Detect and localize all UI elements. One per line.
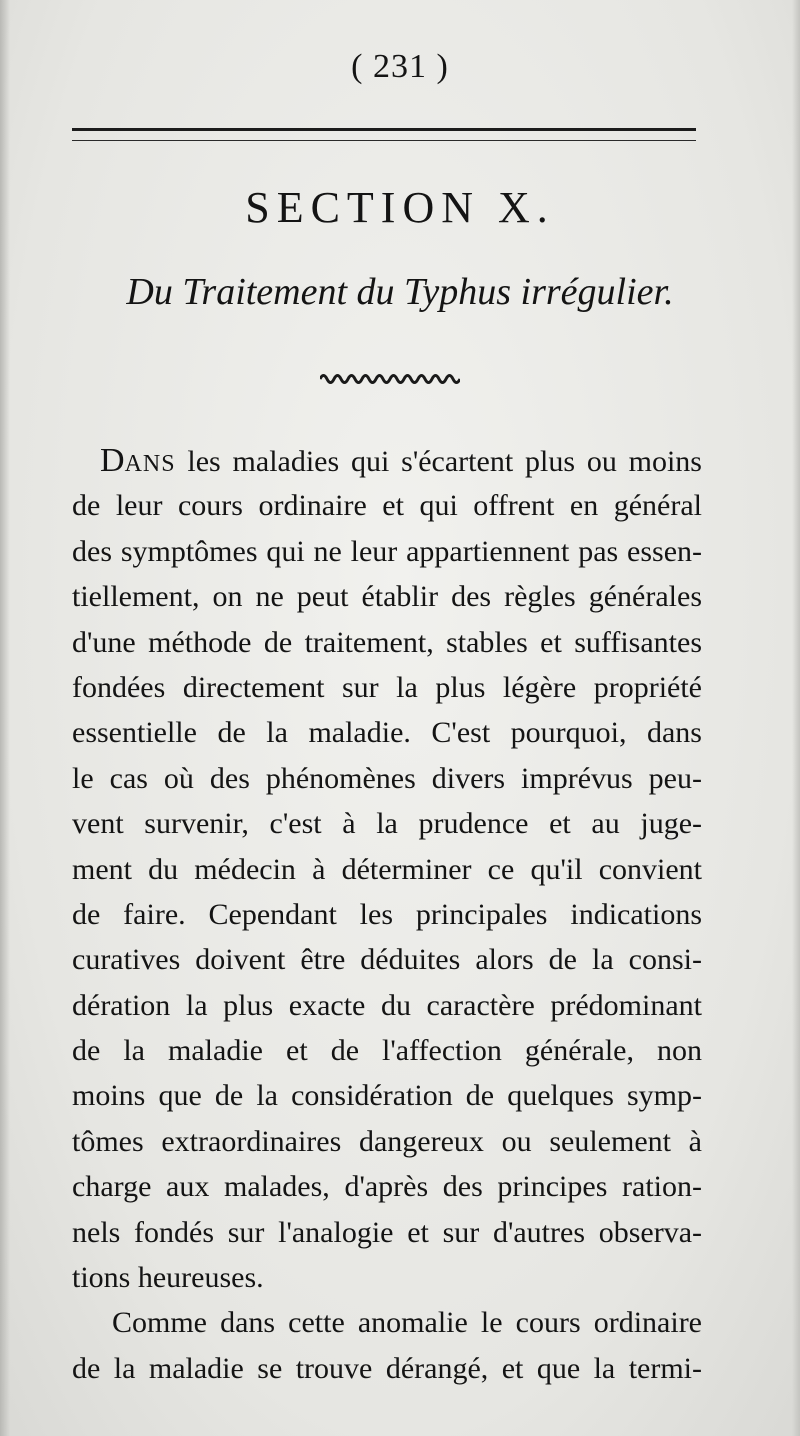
header-rule: [72, 128, 696, 131]
text-line: vent survenir, c'est à la prudence et au juge-: [72, 807, 702, 841]
text-line: fondées directement sur la plus légère propriété: [72, 670, 702, 704]
text-line: dération la plus exacte du caractère prédominant: [72, 988, 702, 1022]
text-line: tômes extraordinaires dangereux ou seulement à: [72, 1124, 702, 1158]
text-line: d'une méthode de traitement, stables et suffisantes: [72, 625, 702, 659]
text-line: de leur cours ordinaire et qui offrent en général: [72, 489, 702, 523]
drop-initial: D: [100, 442, 125, 479]
small-caps-word: ANS: [124, 451, 176, 477]
text-line: charge aux malades, d'après des principes ration-: [72, 1170, 702, 1204]
section-title: SECTION X.: [245, 183, 555, 232]
text-line: de la maladie se trouve dérangé, et que la termi-: [72, 1351, 702, 1385]
text-line: Comme dans cette anomalie le cours ordinaire: [112, 1306, 702, 1340]
paragraph-1-line-1: [72, 438, 702, 483]
header-rule-thin: [72, 140, 696, 141]
text-line: curatives doivent être déduites alors de la consi-: [72, 943, 702, 977]
text-line: moins que de la considération de quelques symp-: [72, 1079, 702, 1113]
text-line: tiellement, on ne peut établir des règles générales: [72, 580, 702, 614]
section-subtitle: Du Traitement du Typhus irrégulier.: [126, 271, 674, 313]
text-line: tions heureuses.: [72, 1261, 264, 1295]
page-number: ( 231 ): [351, 48, 449, 85]
text-line: essentielle de la maladie. C'est pourquoi, dans: [72, 716, 702, 750]
wavy-ornament-icon: [320, 372, 460, 386]
text-line: ment du médecin à déterminer ce qu'il convient: [72, 852, 702, 886]
text-line: de la maladie et de l'affection générale, non: [72, 1034, 702, 1068]
text-line: le cas où des phénomènes divers imprévus peu-: [72, 761, 702, 795]
text-line: de faire. Cependant les principales indications: [72, 897, 702, 931]
text-line: nels fondés sur l'analogie et sur d'autres observa-: [72, 1215, 702, 1249]
text-line: des symptômes qui ne leur appartiennent pas essen-: [72, 534, 702, 568]
body-text: [72, 438, 702, 1391]
text-line: les maladies qui s'écartent plus ou moins: [175, 445, 702, 478]
